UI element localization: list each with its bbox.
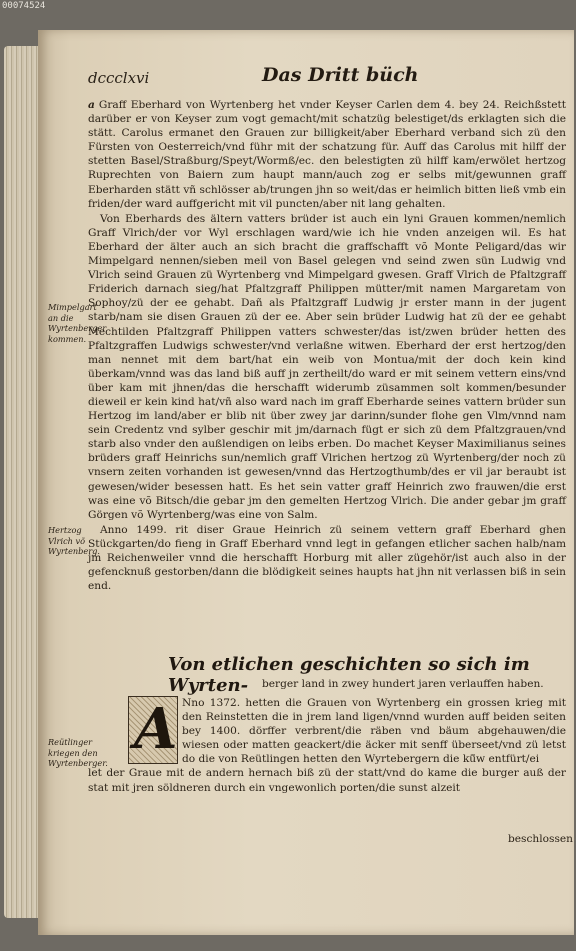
section-subheading: berger land in zwey hundert jaren verlauffen haben. [262, 678, 544, 690]
scan-id: 00074524 [2, 1, 46, 11]
paragraph-1-text: Graff Eberhard von Wyrtenberg het vnder Keyser Carlen dem 4. bey 24. Reichßstett darüber er von Keyser zum vogt gemacht/mit schatzüg belestiget/ds erklagten sich die stätt. Carolus ermanet den Grauen zur billigkeit/aber Eberhard verband sich zü den Fürsten von Oesterreich/vnd führ mit der schatzung für. Auff das Carolus mit hilff der stetten Basel/Straßburg/Speyt/Wormß/ec. den belestigten zü hilff kam/erwölet hertzog Ruprechten von Baiern zum haupt mann/auch zog er selbs mit/gewunnen graff Eberharden stätt vñ schlösser ab/trungen jhn so weit/das er heimlich bitten ließ vmb ein friden/der ward auffgericht mit vil puncten/aber nit lang gehalten. [88, 99, 566, 210]
folio-number: dccclxvi [88, 69, 150, 87]
section-text-lead: Nno 1372. hetten die Grauen von Wyrtenberg ein grossen krieg mit den Reinstetten die in jrem land ligen/vnnd wurden auff beiden seiten bey 1400. dörffer verbrent/die räben vnd bäum abgehauwen/die wiesen oder matten geackert/die äcker mit senff überseet/vnd zü letst do die von Reütlingen hetten den Wyrtebergern die kü̈w entfürt/ei [182, 697, 566, 766]
sidenote-mimpelgart: Mimpelgart an die Wyrtenberger kommen. [48, 302, 107, 344]
paragraph-1 [88, 98, 566, 211]
decorated-initial [128, 696, 178, 764]
sidenote-hertzog: Hertzog Vlrich võ Wyrtenberg. [48, 525, 101, 557]
section-text-rest: let der Graue mit de andern hernach biß zü der statt/vnd do kame die burger auß der stat mit jren söldneren durch ein vngewonlich porten/die sunst alzeit [88, 767, 566, 794]
paragraph-2: Von Eberhards des ältern vatters brüder ist auch ein lyni Grauen kommen/nemlich Graff Vlrich/der vor Wyl erschlagen ward/wie ich hie vnden anzeigen wil. Es hat Eberhard der älter auch an sich bracht die graffschafft võ Monte Peligard/das wir Mimpelgard nennen/sieben meil von Basel gelegen vnd seind zwen sün Ludwig vnd Vlrich seind Grauen zü Wyrtenberg vnd Mimpelgard gwesen. Graff Vlrich de Pfaltzgraff Friderich darnach sieg/hat Pfaltzgraff Philippen mütter/mit namen Margaretam von Sophoy/zü der ee gehabt. Dañ als Pfaltzgraff Ludwig jr erster mann in der jugent starb/nam sie disen Grauen zü der ee. Aber sein brüder Ludwig hat zü der ee gehabt Mechtilden Pfaltzgraff Philippen vatters schwester/das ist/zwen brüder hetten des Pfaltzgraffen Ludwigs schwester/vnd verlaßne witwen. Eberhard der erst hertzog/den man nennet mit dem bart/hat ein weib von Montua/mit der doch kein kind überkam/vnnd was das land biß auff jn zertheilt/do ward er mit seinem vettern eins/vnd über kam mit jhnen/das die herschafft widerumb züsammen solt kommen/besunder dieweil er kein kind hat/vñ also ward nach im graff Eberharde seines vattern brüder sun Hertzog im land/aber er blib nit über zwey jar darinn/sunder flohe gen Vlm/vnnd nam sein Credentz vnd sylber geschir mit jm/darnach fügt er sich zü dem Pfaltzgrauen/vnd starb also vnder den außlendigen on leibs erben. Do machet Keyser Maximilianus seines brüders graff Heinrichs sun/nemlich graff Vlrichen hertzog zü Wyrtenberg/der noch zü vnsern zeiten vorhanden ist gewesen/vnnd das Hertzogthumb/des er vil jar beraubt ist gewesen/wider besessen hatt. Es het sein vatter graff Heinrich zwo frauwen/die erst was eine võ Bitsch/die gebar jm den gemelten Hertzog Vlrich. Die ander gebar jm graff Görgen võ Wyrtenberg/was eine von Salm. [88, 212, 566, 521]
initial-letter: A [134, 696, 178, 762]
main-text [88, 98, 566, 594]
paragraph-3: Anno 1499. rit diser Graue Heinrich zü seinem vettern graff Eberhard ghen Stückgarten/do fieng in Graff Eberhard vnnd legt in gefangen etlicher sachen halb/nam jm Reichenweiler vnnd die herschafft Horburg mit aller zügehör/ist auch also in der gefencknuß gestorben/dann die blödigkeit seines haupts hat jhn nit verlassen biß in sein end. [88, 523, 566, 593]
book-page-edges [4, 46, 40, 918]
section-heading: Von etlichen geschichten so sich im Wyrten- [168, 654, 530, 696]
sidenote-reutlinger: Reütlinger kriegen den Wyrtenberger. [48, 737, 108, 769]
running-head: Das Dritt büch [262, 64, 419, 86]
note-marker: a [88, 99, 95, 111]
catchword: beschlossen [508, 833, 573, 845]
